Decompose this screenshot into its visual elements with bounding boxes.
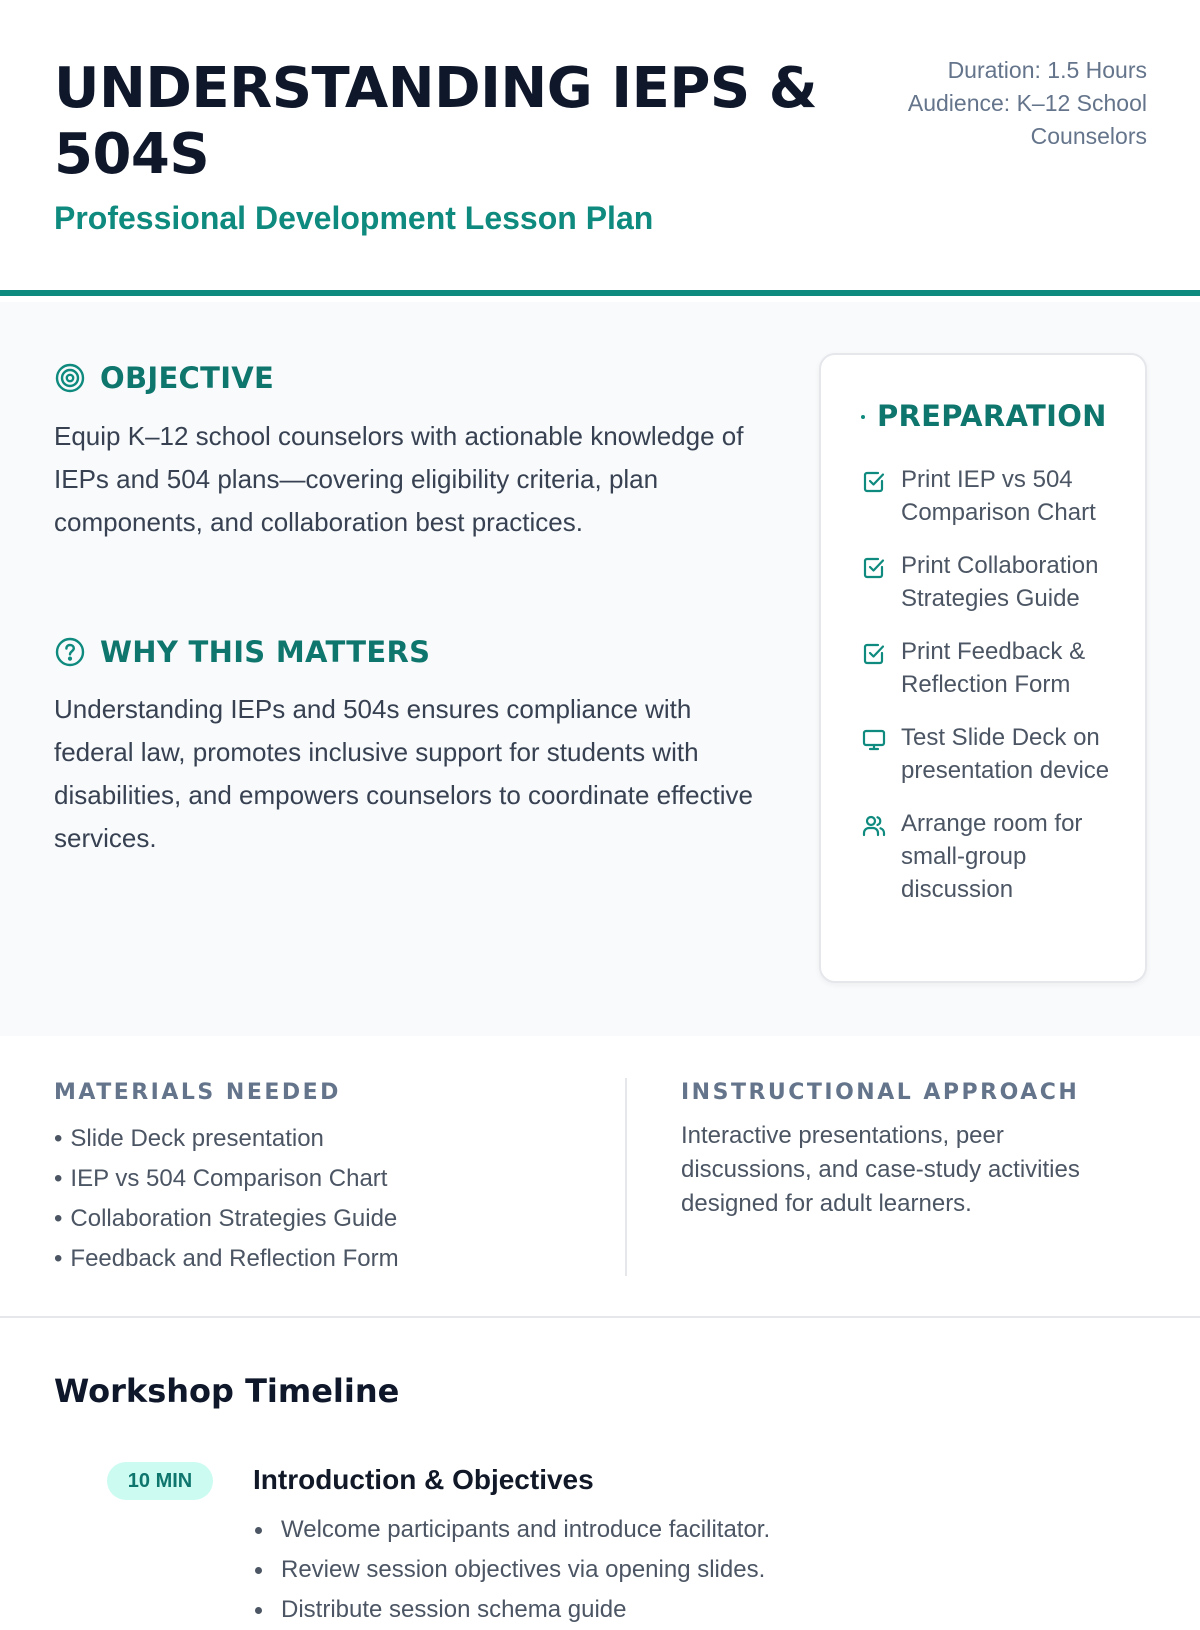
session-meta [867, 54, 1147, 153]
timeline-item: Review session objectives via opening slides. [253, 1550, 770, 1590]
monitor-icon [861, 727, 887, 753]
checkbox-icon [861, 555, 887, 581]
timeline-item: Distribute session schema guide [253, 1590, 770, 1630]
duration-text: Duration: 1.5 Hours [947, 57, 1147, 83]
why-text: Understanding IEPs and 504s ensures compliance with federal law, promotes inclusive support for students with disabilities, and empowers counselors to coordinate effective services. [54, 694, 754, 853]
materials-heading: MATERIALS NEEDED [54, 1080, 341, 1105]
preparation-item [861, 721, 1131, 787]
why-heading [54, 632, 430, 672]
objective-heading [54, 358, 274, 398]
preparation-item-label: Print IEP vs 504 Comparison Chart [901, 466, 1096, 526]
users-icon [861, 813, 887, 839]
preparation-item [861, 635, 1131, 701]
preparation-item [861, 549, 1131, 615]
checkbox-icon [861, 641, 887, 667]
material-item: • Feedback and Reflection Form [54, 1239, 399, 1279]
preparation-card [819, 353, 1147, 983]
column-divider [625, 1078, 627, 1276]
preparation-item-label: Arrange room for small-group discussion [901, 810, 1083, 903]
objective-label: OBJECTIVE [100, 361, 275, 395]
timeline-item: Welcome participants and introduce facilitator. [253, 1510, 770, 1550]
question-circle-icon [54, 636, 86, 668]
materials-approach-section [0, 1036, 1200, 1318]
page-subtitle: Professional Development Lesson Plan [54, 200, 654, 236]
preparation-title: PREPARATION [877, 399, 1107, 433]
page-header [0, 0, 1200, 296]
material-item: • Collaboration Strategies Guide [54, 1199, 399, 1239]
preparation-item-label: Print Collaboration Strategies Guide [901, 552, 1099, 612]
preparation-item-label: Test Slide Deck on presentation device [901, 724, 1110, 784]
preparation-list [861, 463, 1131, 926]
duration-badge: 10 MIN [107, 1462, 213, 1500]
preparation-marker [861, 415, 865, 419]
timeline-block-title: Introduction & Objectives [253, 1464, 594, 1495]
objective-text: Equip K–12 school counselors with actionable knowledge of IEPs and 504 plans—covering eligibility criteria, plan components, and collaboration best practices. [54, 421, 744, 537]
material-item: • Slide Deck presentation [54, 1119, 399, 1159]
checkbox-icon [861, 469, 887, 495]
page-title: UNDERSTANDING IEPS & 504S [54, 56, 818, 187]
preparation-item [861, 807, 1131, 906]
material-item: • IEP vs 504 Comparison Chart [54, 1159, 399, 1199]
approach-text: Interactive presentations, peer discussions, and case-study activities designed for adult learners. [681, 1122, 1080, 1217]
preparation-item-label: Print Feedback & Reflection Form [901, 638, 1086, 698]
approach-heading: INSTRUCTIONAL APPROACH [681, 1080, 1080, 1105]
timeline-heading: Workshop Timeline [54, 1372, 400, 1410]
materials-list [54, 1119, 399, 1279]
materials-column [54, 1080, 399, 1279]
target-icon [54, 362, 86, 394]
approach-column [681, 1080, 1121, 1221]
audience-text: Audience: K–12 School Counselors [907, 90, 1147, 149]
timeline-block-list [253, 1510, 770, 1630]
why-label: WHY THIS MATTERS [100, 635, 431, 669]
preparation-item [861, 463, 1131, 529]
